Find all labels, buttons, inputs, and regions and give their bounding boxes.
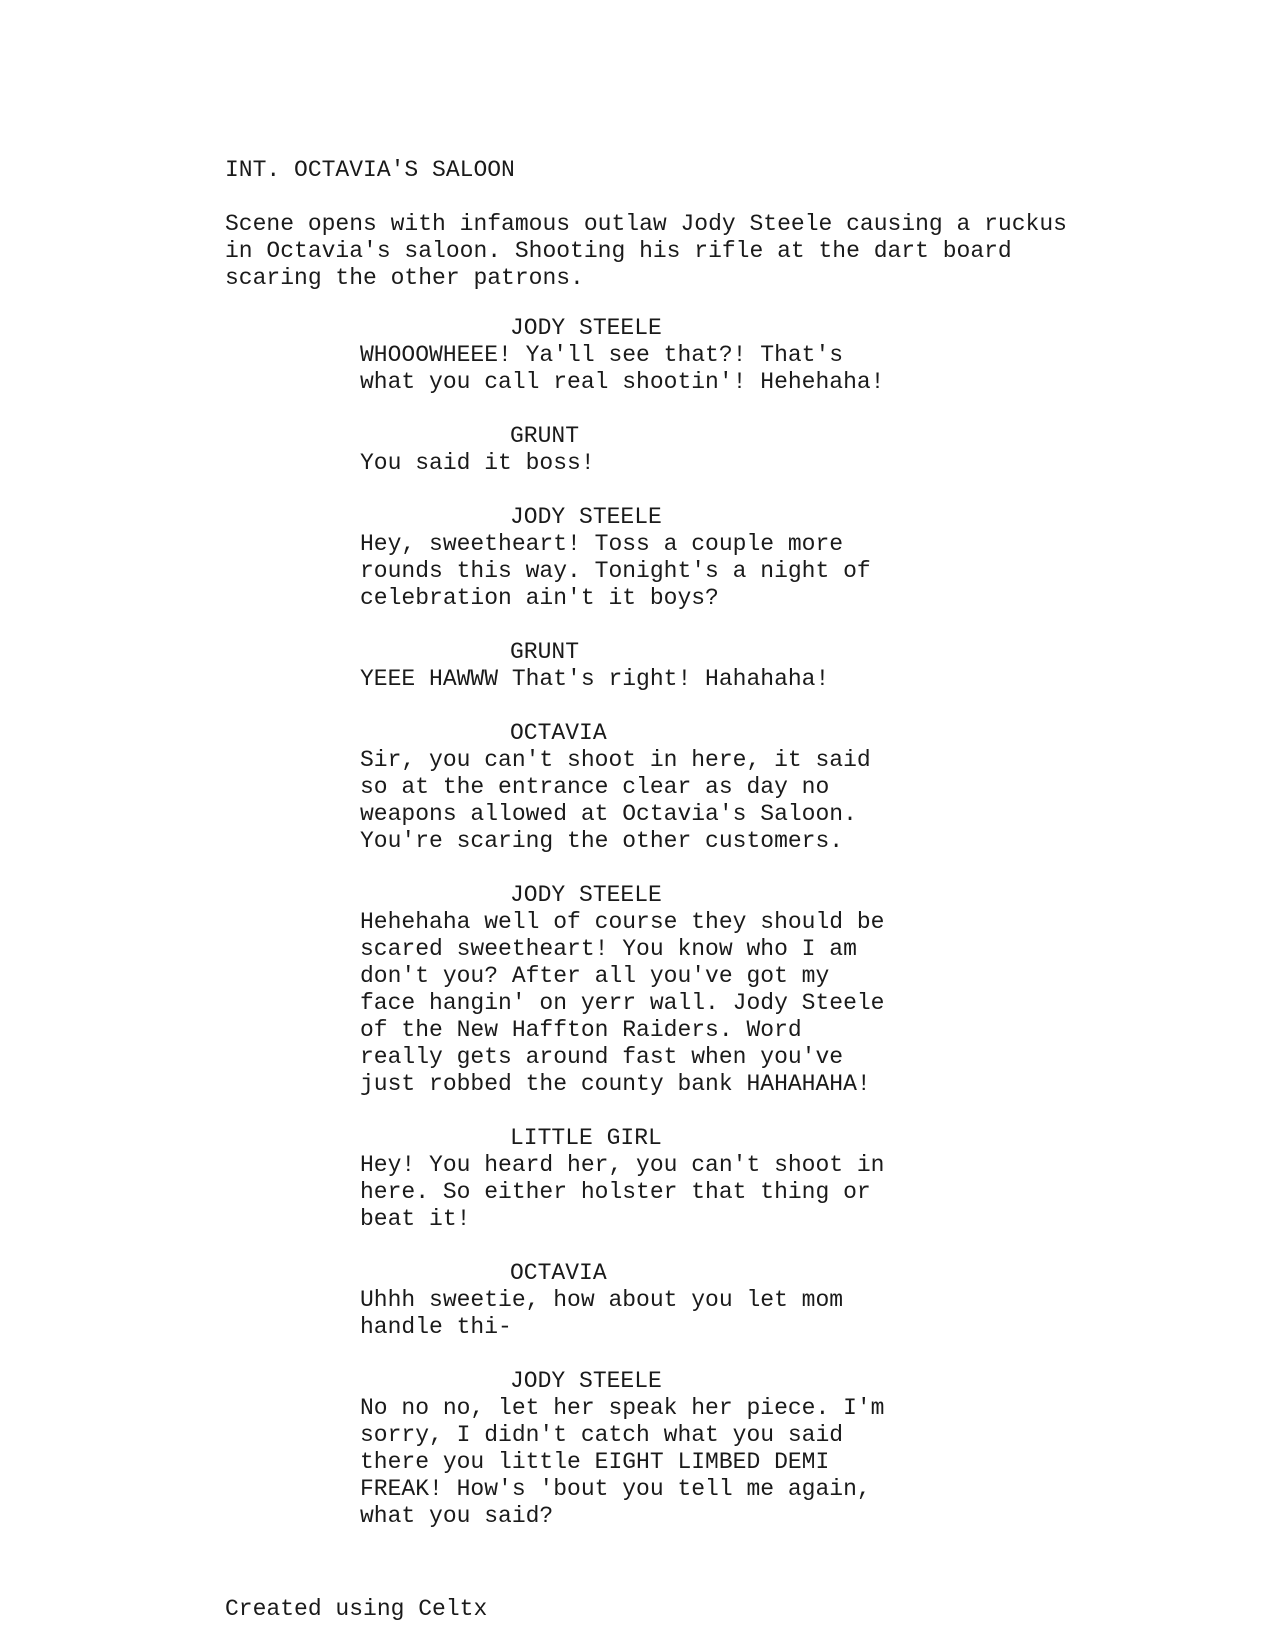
dialogue-line: Hey, sweetheart! Toss a couple more [360,531,844,557]
dialogue-line: YEEE HAWWW That's right! Hahahaha! [360,666,830,692]
dialogue-line: FREAK! How's 'bout you tell me again, [360,1476,871,1502]
character-name: OCTAVIA [510,720,607,746]
dialogue-block [360,531,871,612]
dialogue-line: what you call real shootin'! Hehehaha! [360,369,885,395]
character-name: GRUNT [510,423,580,449]
dialogue-block [360,342,885,396]
dialogue-line: Uhhh sweetie, how about you let mom [360,1287,844,1313]
dialogue-line: celebration ain't it boys? [360,585,719,611]
action-block [225,211,1067,292]
dialogue-block [360,1395,885,1530]
scene-heading: INT. OCTAVIA'S SALOON [225,157,515,183]
dialogue-block [360,1287,843,1341]
dialogue-block [360,747,871,855]
dialogue-line: WHOOOWHEEE! Ya'll see that?! That's [360,342,844,368]
dialogue-line: there you little EIGHT LIMBED DEMI [360,1449,830,1475]
dialogue-block [360,1152,885,1233]
dialogue-block [360,666,829,693]
action-line: Scene opens with infamous outlaw Jody Steele causing a ruckus [225,211,1067,237]
dialogue-line: You're scaring the other customers. [360,828,844,854]
dialogue-line: here. So either holster that thing or [360,1179,871,1205]
character-name: OCTAVIA [510,1260,607,1286]
character-name: JODY STEELE [510,882,662,908]
footer-credit: Created using Celtx [225,1596,488,1622]
dialogue-line: of the New Haffton Raiders. Word [360,1017,802,1043]
action-line: scaring the other patrons. [225,265,584,291]
dialogue-block [360,909,885,1098]
dialogue-line: handle thi- [360,1314,512,1340]
dialogue-line: No no no, let her speak her piece. I'm [360,1395,885,1421]
dialogue-line: face hangin' on yerr wall. Jody Steele [360,990,885,1016]
character-name: GRUNT [510,639,580,665]
dialogue-line: scared sweetheart! You know who I am [360,936,857,962]
character-name: JODY STEELE [510,315,662,341]
dialogue-line: rounds this way. Tonight's a night of [360,558,871,584]
dialogue-line: really gets around fast when you've [360,1044,844,1070]
dialogue-line: beat it! [360,1206,471,1232]
character-name: JODY STEELE [510,1368,662,1394]
character-name: JODY STEELE [510,504,662,530]
dialogue-block [360,450,595,477]
dialogue-line: Sir, you can't shoot in here, it said [360,747,871,773]
dialogue-line: Hehehaha well of course they should be [360,909,885,935]
dialogue-line: just robbed the county bank HAHAHAHA! [360,1071,871,1097]
action-line: in Octavia's saloon. Shooting his rifle at the dart board [225,238,1012,264]
dialogue-line: sorry, I didn't catch what you said [360,1422,844,1448]
dialogue-line: what you said? [360,1503,554,1529]
dialogue-line: Hey! You heard her, you can't shoot in [360,1152,885,1178]
dialogue-line: You said it boss! [360,450,595,476]
dialogue-line: don't you? After all you've got my [360,963,830,989]
character-name: LITTLE GIRL [510,1125,662,1151]
dialogue-line: so at the entrance clear as day no [360,774,830,800]
dialogue-line: weapons allowed at Octavia's Saloon. [360,801,857,827]
